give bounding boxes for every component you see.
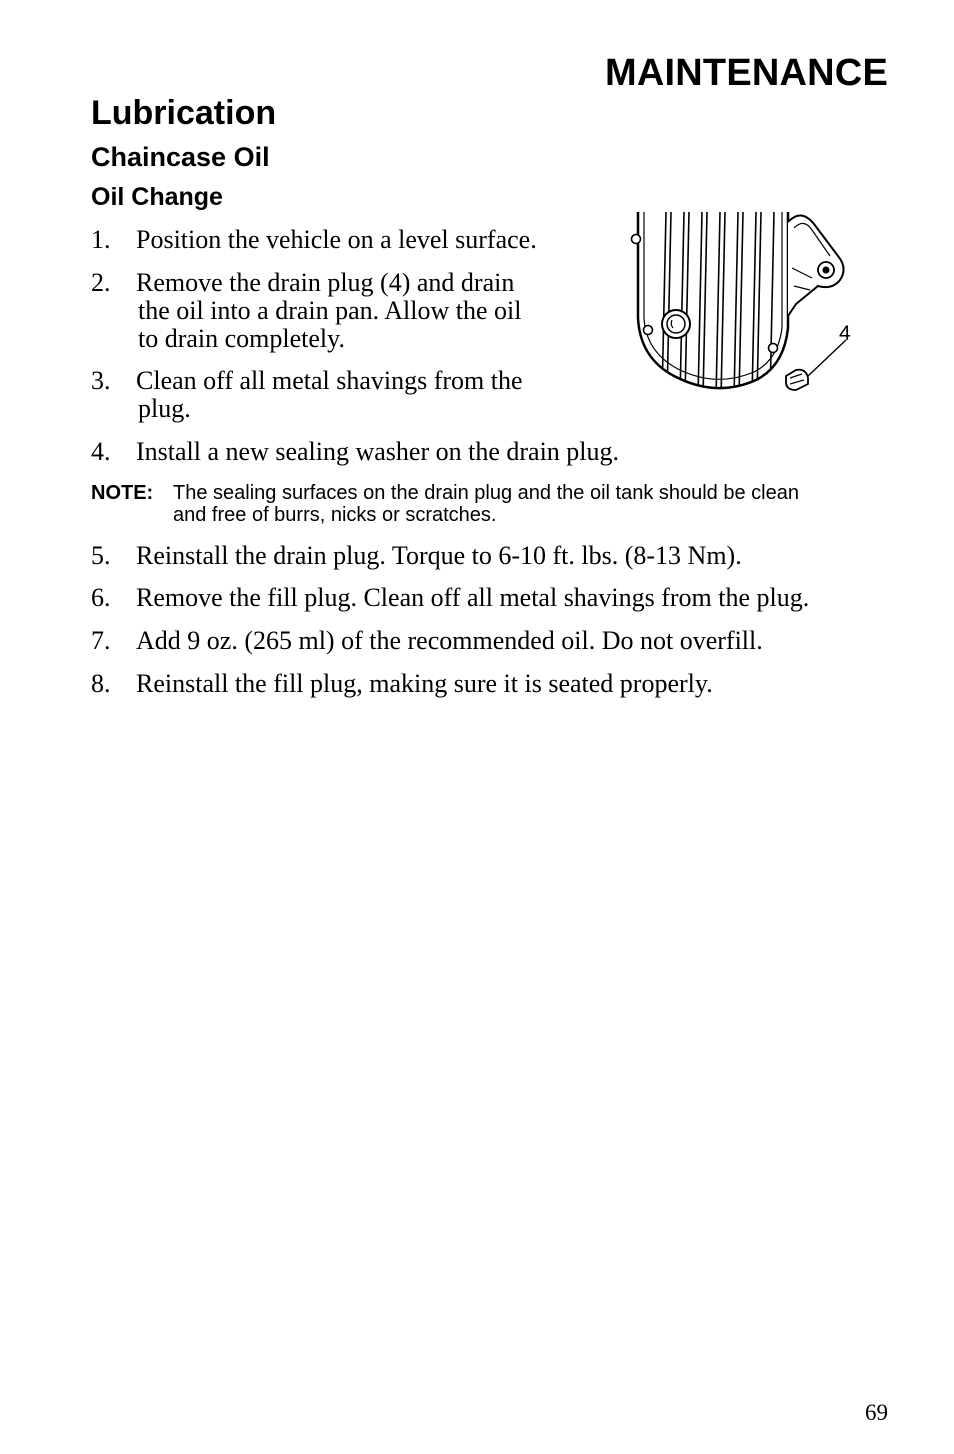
callout-label: 4 [839,322,851,345]
step-text: Reinstall the fill plug, making sure it is seated properly. [136,669,713,698]
page-number: 69 [865,1400,888,1425]
step-text-block [136,367,523,423]
drain-plug-icon [786,370,808,390]
step-text: the oil into a drain pan. Allow the oil [138,296,522,325]
note-text: The sealing surfaces on the drain plug and the oil tank should be clean [173,482,799,504]
step-text: Remove the drain plug (4) and drain [136,268,515,297]
note-label: NOTE: [91,482,154,504]
heading-chaincase-oil: Chaincase Oil [91,142,270,172]
step-text: Clean off all metal shavings from the [136,366,523,395]
section-title: MAINTENANCE [605,52,888,94]
step-text: plug. [138,394,191,423]
note-text: and free of burrs, nicks or scratches. [173,504,497,526]
step-number: 6. [91,583,111,612]
step-number: 7. [91,626,111,655]
step-text-block [136,269,521,353]
step-number: 1. [91,225,111,254]
step-text: to drain completely. [138,324,345,353]
step-number: 2. [91,268,111,297]
step-text: Reinstall the drain plug. Torque to 6-10 ft. lbs. (8-13 Nm). [136,541,742,570]
step-number: 3. [91,366,111,395]
step-text: Position the vehicle on a level surface. [136,225,537,254]
step-number: 5. [91,541,111,570]
step-text: Install a new sealing washer on the drain plug. [136,437,620,466]
step-number: 4. [91,437,111,466]
note-body [173,482,799,526]
step-text: Add 9 oz. (265 ml) of the recommended oil. Do not overfill. [136,626,763,655]
step-text: Remove the fill plug. Clean off all metal shavings from the plug. [136,583,810,612]
heading-lubrication: Lubrication [91,94,277,132]
heading-oil-change: Oil Change [91,183,223,211]
step-number: 8. [91,669,111,698]
chaincase-drain-plug-illustration [626,208,858,400]
